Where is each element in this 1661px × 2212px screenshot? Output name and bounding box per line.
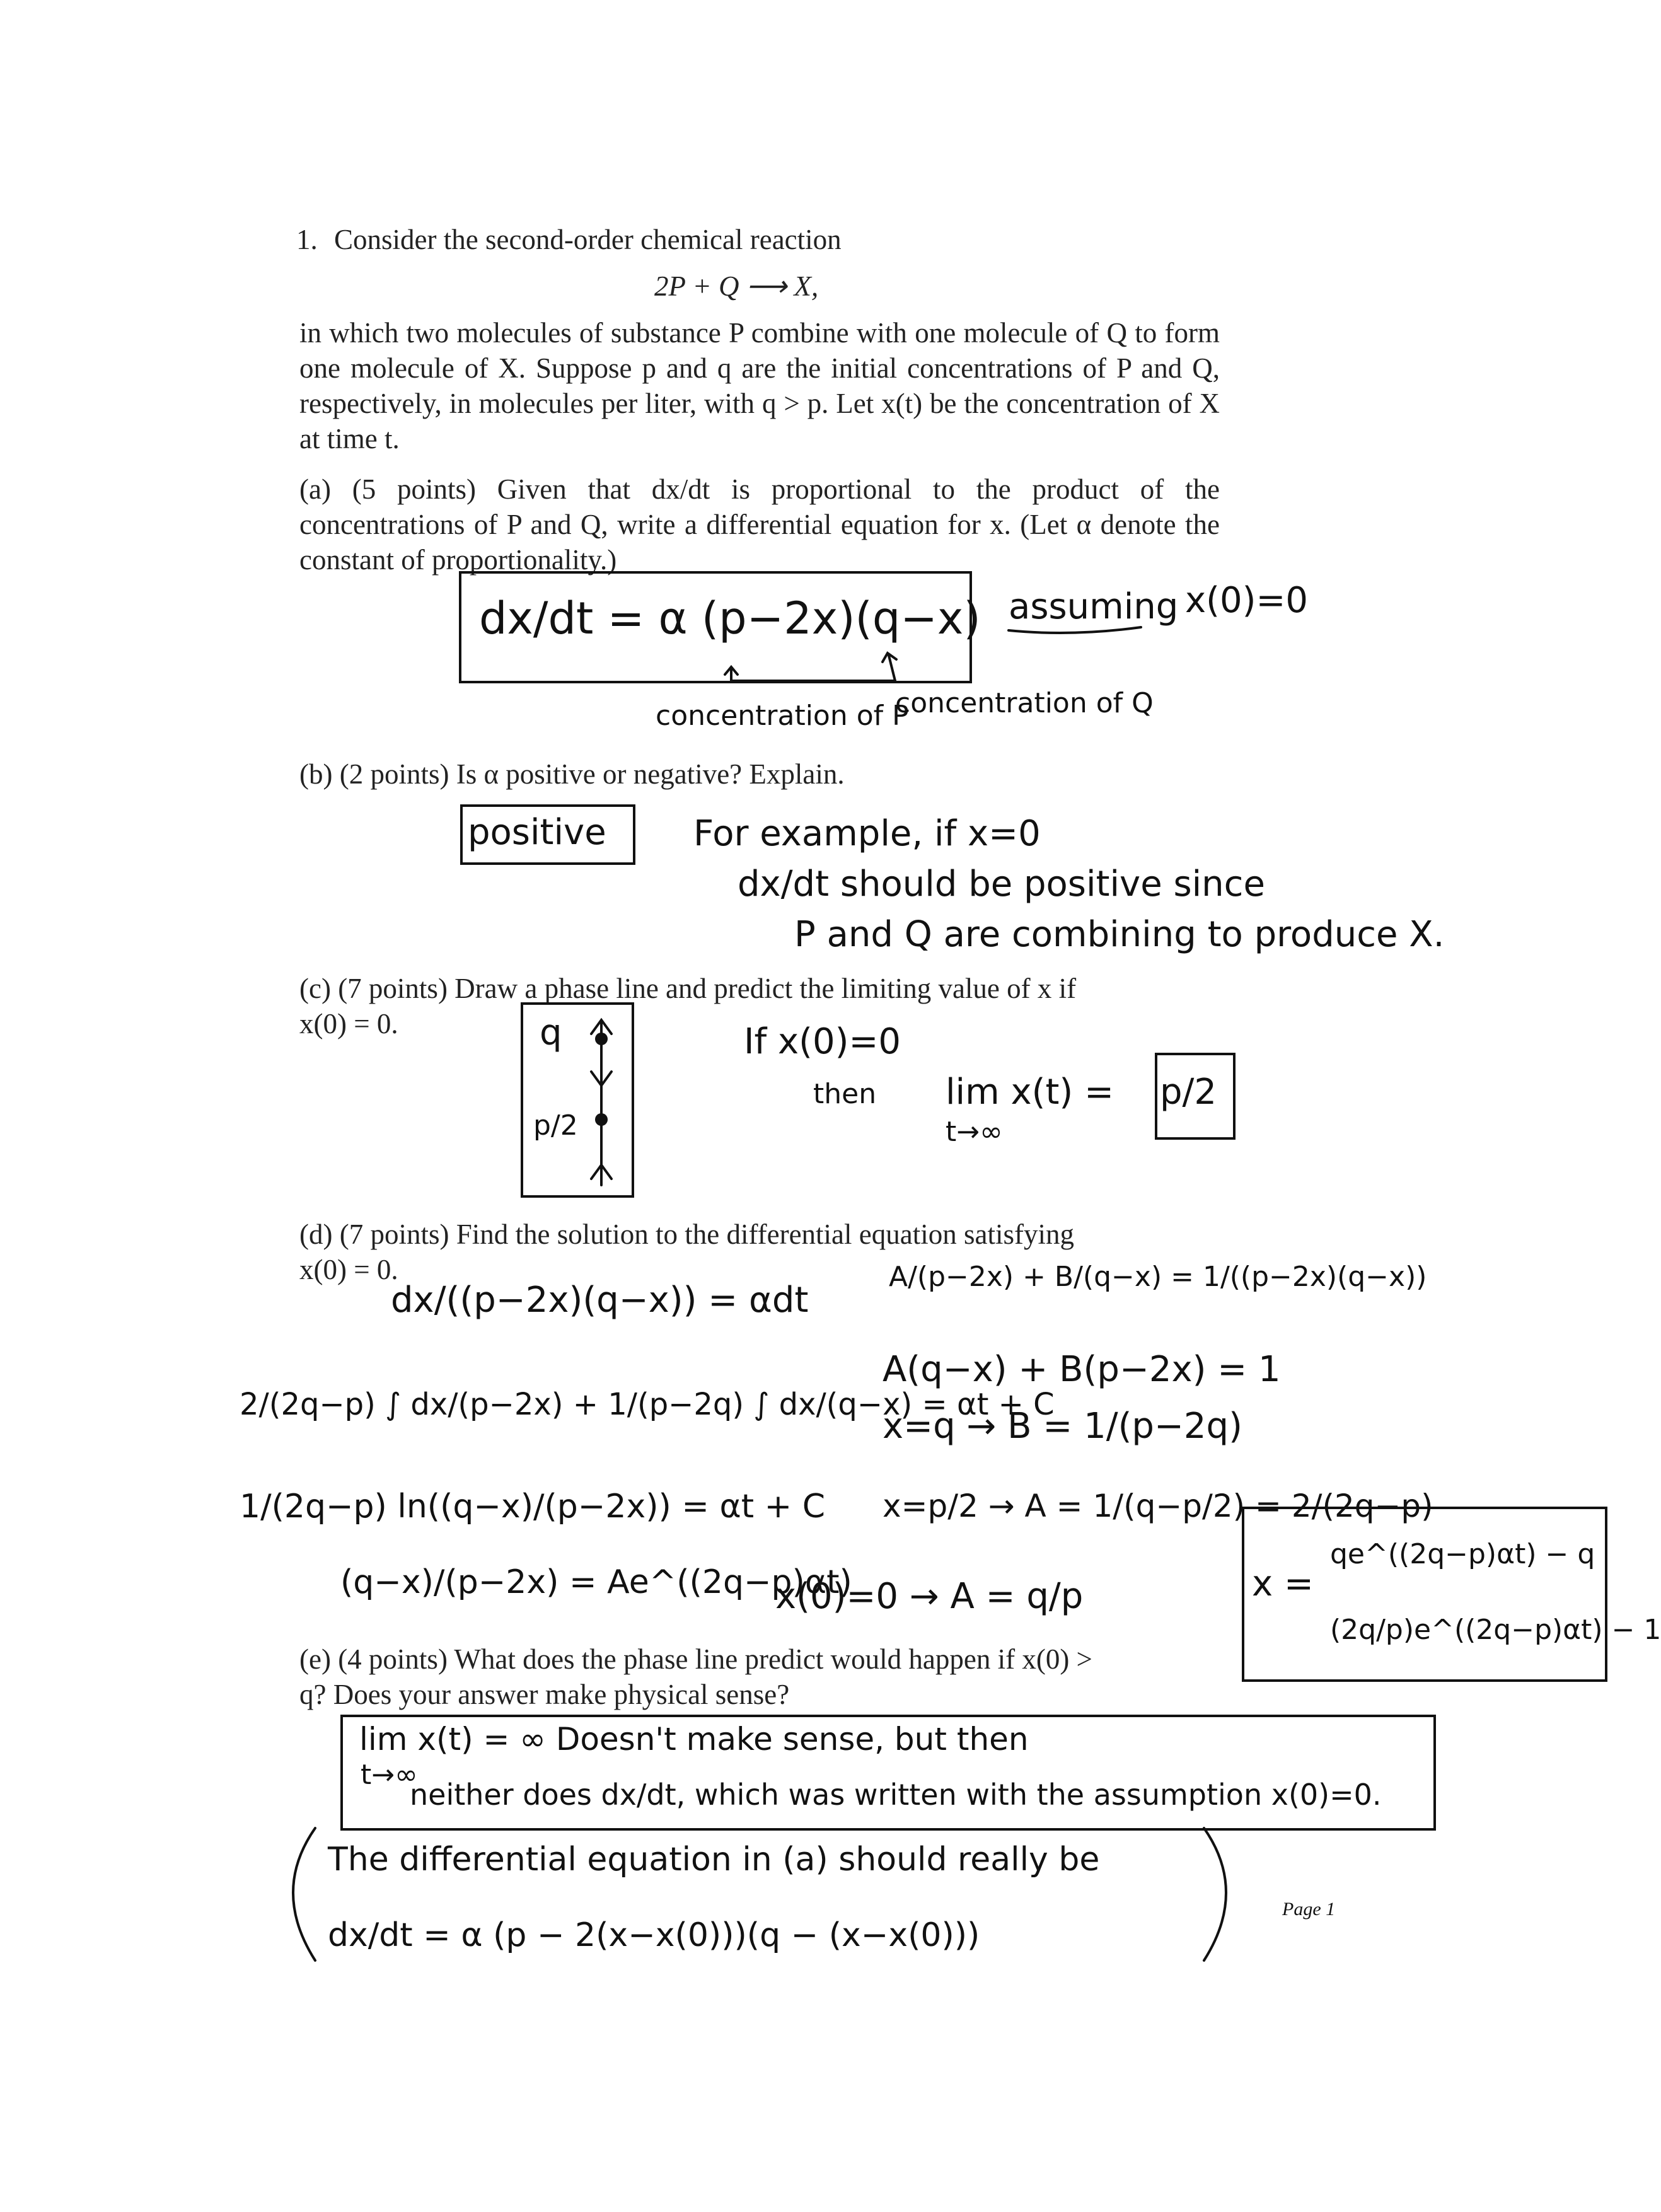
part-d-step3: 1/(2q−p) ln((q−x)/(p−2x)) = αt + C <box>240 1488 826 1526</box>
part-c-if: If x(0)=0 <box>744 1021 901 1062</box>
part-e-note-line2: dx/dt = α (p − 2(x−x(0)))(q − (x−x(0))) <box>328 1916 980 1954</box>
part-e-answer-line1: lim x(t) = ∞ Doesn't make sense, but then <box>359 1721 1029 1757</box>
left-paren <box>293 1828 315 1960</box>
part-a-question: (a) (5 points) Given that dx/dt is proportional to the product of the concentrations of P and Q, write a differential equation for x. (Let α denote the constant of proportionality.) <box>299 473 1220 576</box>
part-a-assuming: assuming <box>1009 586 1179 627</box>
part-b-line3: P and Q are combining to produce X. <box>794 914 1445 955</box>
problem-intro: Consider the second-order chemical reaction <box>334 224 842 255</box>
part-a-note-q: concentration of Q <box>895 687 1154 719</box>
assuming-underline <box>1009 627 1141 633</box>
part-c-question-line2: x(0) = 0. <box>299 1008 398 1039</box>
part-e-question-line1: (e) (4 points) What does the phase line predict would happen if x(0) > <box>299 1643 1092 1675</box>
part-e-answer-line2: neither does dx/dt, which was written with the assumption x(0)=0. <box>410 1778 1382 1812</box>
part-a-note-p: concentration of P <box>656 700 909 732</box>
part-c-then: then <box>813 1078 877 1110</box>
part-a-answer: dx/dt = α (p−2x)(q−x) <box>479 593 981 644</box>
reaction-equation: 2P + Q ⟶ X, <box>654 270 819 302</box>
solution-numerator: qe^((2q−p)αt) − q <box>1330 1538 1595 1570</box>
part-c-lim-sub: t→∞ <box>946 1116 1003 1148</box>
solution-lhs: x = <box>1252 1563 1314 1604</box>
page-number: Page 1 <box>1282 1899 1336 1920</box>
part-c-question-line1: (c) (7 points) Draw a phase line and predict the limiting value of x if <box>299 973 1077 1004</box>
part-b-question: (b) (2 points) Is α positive or negative? Explain. <box>299 758 845 790</box>
part-c-lim: lim x(t) = <box>946 1072 1114 1113</box>
part-d-step4: (q−x)/(p−2x) = Ae^((2q−p)αt) <box>340 1563 852 1601</box>
part-b-answer: positive <box>468 812 606 853</box>
equilibrium-dot-q <box>595 1033 608 1045</box>
part-d-question-line1: (d) (7 points) Find the solution to the differential equation satisfying <box>299 1219 1074 1250</box>
problem-number: 1. <box>296 224 318 255</box>
equilibrium-dot-p-half <box>595 1113 608 1126</box>
part-b-line1: For example, if x=0 <box>693 813 1041 854</box>
part-d-step1: dx/((p−2x)(q−x)) = αdt <box>391 1280 809 1321</box>
solution-denominator: (2q/p)e^((2q−p)αt) − 1 <box>1330 1614 1661 1646</box>
part-c-result: p/2 <box>1160 1072 1217 1113</box>
part-e-question-line2: q? Does your answer make physical sense? <box>299 1679 790 1710</box>
part-a-initial: x(0)=0 <box>1185 580 1309 621</box>
partial-fraction-a: x=p/2 → A = 1/(q−p/2) = 2/(2q−p) <box>883 1488 1433 1524</box>
right-paren <box>1204 1828 1226 1960</box>
part-b-line2: dx/dt should be positive since <box>738 864 1265 905</box>
problem-setup: in which two molecules of substance P combine with one molecule of Q to form one molecule of X. Suppose p and q are the initial concentrations of P and Q, respectively, in molecules per liter, with q > p. Let x(t) be the concentration of X at time t. <box>299 317 1220 455</box>
phase-label-p-half: p/2 <box>533 1109 578 1142</box>
initial-condition-a: x(0)=0 → A = q/p <box>775 1576 1084 1617</box>
phase-label-q: q <box>540 1012 562 1053</box>
partial-fraction-setup: A/(p−2x) + B/(q−x) = 1/((p−2x)(q−x)) <box>889 1261 1427 1293</box>
part-d-step2: 2/(2q−p) ∫ dx/(p−2x) + 1/(p−2q) ∫ dx/(q−x) = αt + C <box>240 1387 1055 1422</box>
partial-fraction-b: x=q → B = 1/(p−2q) <box>883 1406 1242 1447</box>
arrow-to-q-factor <box>889 656 895 681</box>
part-d-question-line2: x(0) = 0. <box>299 1254 398 1285</box>
part-e-note-line1: The differential equation in (a) should really be <box>328 1841 1100 1879</box>
partial-fraction-identity: A(q−x) + B(p−2x) = 1 <box>883 1349 1281 1390</box>
part-e-answer-line1-sub: t→∞ <box>361 1759 418 1791</box>
